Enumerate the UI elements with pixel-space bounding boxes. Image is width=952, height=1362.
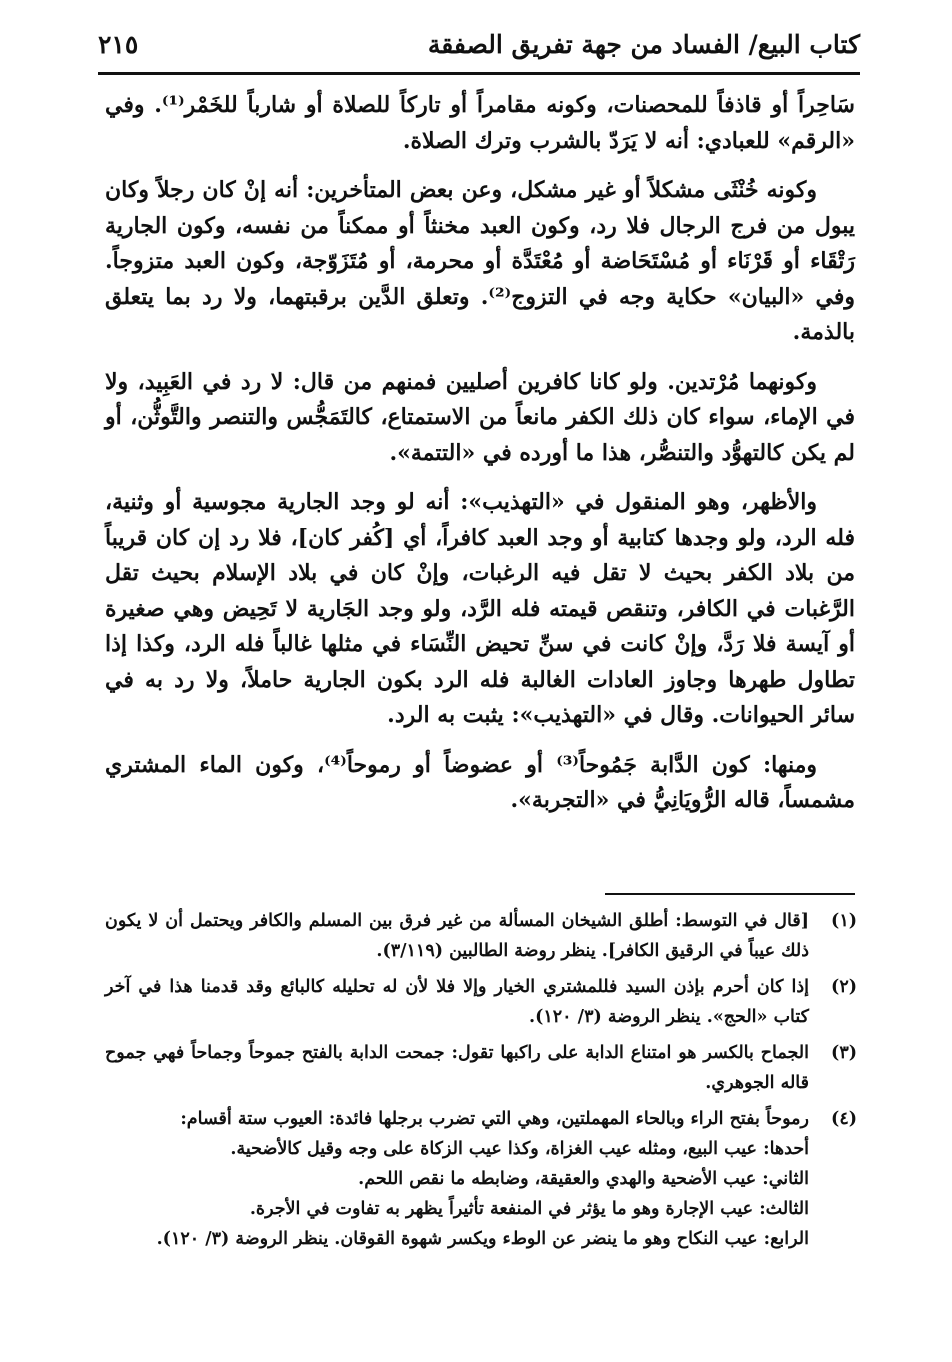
item-label: الرابع: xyxy=(763,1229,809,1249)
item-text: عيب النكاح وهو ما ينضر عن الوطء ويكسر شهوة القوقان. ينظر الروضة (٣/ ١٢٠). xyxy=(156,1229,758,1249)
paragraph-4: والأظهر، وهو المنقول في «التهذيب»: أنه لو وجد الجارية مجوسية أو وثنية، فله الرد، ولو وجدها كتابية أو وجد العبد كافراً، أي [كُفر كان]، فلا رد إن كان قريباً من بلاد الكفر بحيث لا تقل فيه الرغبات، وإنْ كان في بلاد الإسلام بحيث تقل الرَّغبات في الكافر، وتنقص قيمته فله الرَّد، ولو وجد الجَارية لا تَحِيض وهي صغيرة أو آيسة فلا رَدَّ، وإنْ كانت في سنِّ تحيض النِّسَاء في مثلها غالباً فله الرد، وكذا إذا تطاول طهرها وجاوز العادات الغالبة فله الرد بكون الجارية حاملاً، ولا رد به في سائر الحيوانات. وقال في «التهذيب»: يثبت به الرد. xyxy=(105,489,855,728)
item-text: عيب الأضحية والهدي والعقيقة، وضابطه ما نقص اللحم. xyxy=(358,1169,757,1189)
footnote-list-item xyxy=(105,1134,809,1164)
footnote-separator xyxy=(605,893,855,895)
footnote-text: رموحاً بفتح الراء وبالحاء المهملتين، وهي التي تضرب برجلها فائدة: العيوب ستة أقسام: xyxy=(180,1109,809,1129)
footnote-list-item xyxy=(105,1194,809,1224)
footnote-1 xyxy=(105,906,857,966)
paragraph-5: ومنها: كون الدَّابة جَمُوحاً⁽³⁾ أو عضوضاً أو رموحاً⁽⁴⁾، وكون الماء المشتري مشمساً، قاله الرُّويَانِيُّ في «التجربة». xyxy=(105,751,855,813)
paragraph-1: سَاحِراً أو قاذفاً للمحصنات، وكونه مقامراً أو تاركاً للصلاة أو شارباً للخَمْر⁽¹⁾. وفي «الرقم» للعبادي: أنه لا يَرَدّ بالشرب وترك الصلاة. xyxy=(105,92,855,154)
footnote-number: (٤) xyxy=(831,1109,857,1129)
footnote-number: (٢) xyxy=(831,977,857,997)
footnote-text: إذا كان أحرم بإذن السيد فللمشتري الخيار وإلا فلا لأن له تحليله كالبائع وقد قدمنا هذا في آخر كتاب «الحج». ينظر الروضة (٣/ ١٢٠). xyxy=(105,977,809,1027)
header-rule xyxy=(98,72,860,75)
footnotes xyxy=(105,906,857,1260)
footnote-number: (١) xyxy=(831,911,857,931)
footnote-text: [قال في التوسط: أطلق الشيخان المسألة من غير فرق بين المسلم والكافر ويحتمل أن لا يكون ذلك عيباً في الرقيق الكافر]. ينظر روضة الطالبين (٣/١١٩). xyxy=(105,911,809,961)
footnote-list-item xyxy=(105,1224,809,1254)
item-label: أحدها: xyxy=(763,1139,809,1159)
item-label: الثالث: xyxy=(759,1199,809,1219)
paragraph-2: وكونه خُنْثَى مشكلاً أو غير مشكل، وعن بعض المتأخرين: أنه إنْ كان رجلاً وكان يبول من فرج الرجال فلا رد، وكون العبد مخنثاً أو ممكناً من نفسه، وكون الجارية رَتْقَاء أو قَرْنَاء أو مُسْتَحَاضة أو مُعْتَدَّة أو محرمة، أو مُتَزَوّجة، وكون العبد متزوجاً. وفي «البيان» حكاية وجه في التزوج⁽²⁾. وتعلق الدَّين برقبتهما، ولا رد بما يتعلق بالذمة. xyxy=(105,177,855,345)
footnote-3 xyxy=(105,1038,857,1098)
header-title: كتاب البيع/ الفساد من جهة تفريق الصفقة xyxy=(427,30,860,59)
paragraph-3: وكونهما مُرْتدين. ولو كانا كافرين أصليين فمنهم من قال: لا رد في العَبِيد، ولا في الإماء، سواء كان ذلك الكفر مانعاً من الاستمتاع، كالتَمَجُّس والتنصر والتَّوثُّن، أو لم يكن كالتهوُّد والتنصُّر، هذا ما أورده في «التتمة». xyxy=(105,368,855,466)
item-label: الثاني: xyxy=(762,1169,809,1189)
footnote-text: الجماح بالكسر هو امتناع الدابة على راكبها تقول: جمحت الدابة بالفتح جموحاً وجماحاً فهي جموح قاله الجوهري. xyxy=(105,1043,809,1093)
footnote-number: (٣) xyxy=(831,1043,857,1063)
page-number: ٢١٥ xyxy=(98,30,139,59)
main-text xyxy=(105,88,855,833)
item-text: عيب الإجارة وهو ما يؤثر في المنفعة تأثيراً يظهر به تفاوت في الأجرة. xyxy=(249,1199,754,1219)
running-header xyxy=(98,24,860,64)
footnote-list-item xyxy=(105,1164,809,1194)
footnote-2 xyxy=(105,972,857,1032)
item-text: عيب البيع، ومثله عيب الغزاة، وكذا عيب الزكاة على وجه وقيل كالأضحية. xyxy=(230,1139,758,1159)
footnote-4 xyxy=(105,1104,857,1254)
